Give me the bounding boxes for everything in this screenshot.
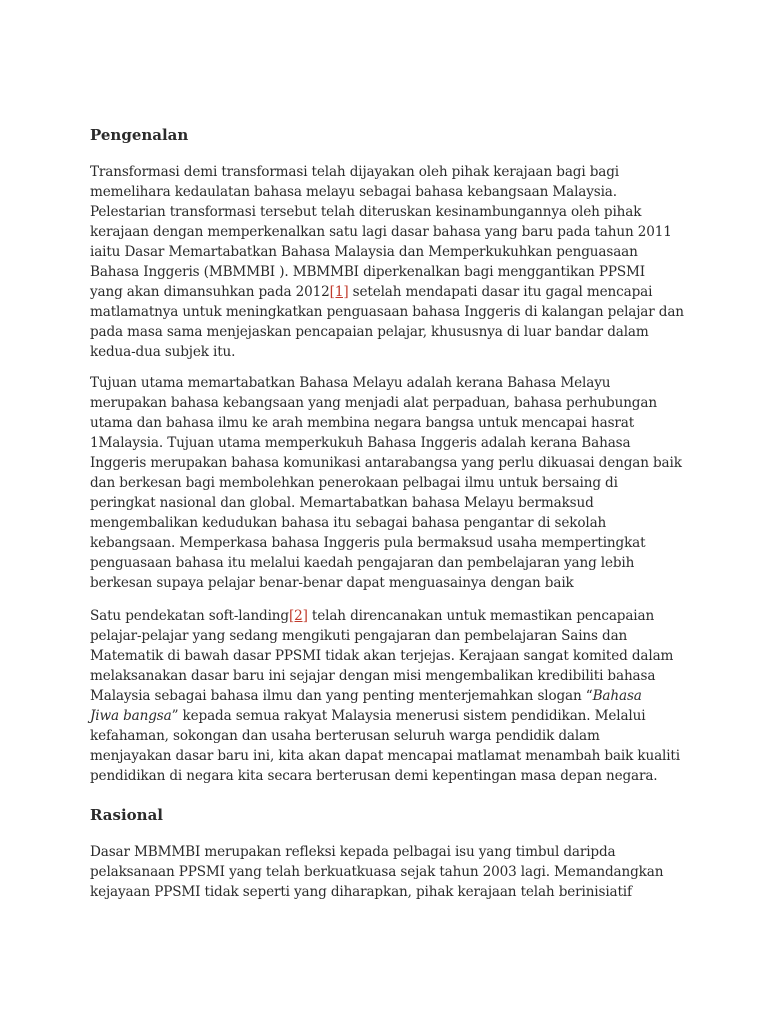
- slogan-italic: Bahasa: [592, 688, 642, 704]
- paragraph-intro-1: [90, 162, 684, 362]
- paragraph-intro-2: [90, 373, 682, 593]
- text-line: pada masa sama menjejaskan pencapaian pelajar, khususnya di luar bandar dalam: [90, 324, 649, 340]
- text-line: kefahaman, sokongan dan usaha berterusan seluruh warga pendidik dalam: [90, 728, 600, 744]
- footnote-link-1[interactable]: [1]: [329, 284, 349, 300]
- paragraph-rasional-1: [90, 842, 663, 902]
- text-segment: setelah mendapati dasar itu gagal mencapai: [348, 284, 653, 300]
- text-line: Transformasi demi transformasi telah dijayakan oleh pihak kerajaan bagi bagi: [90, 164, 619, 180]
- slogan-italic: Jiwa bangsa: [90, 708, 172, 724]
- text-line: pelajar-pelajar yang sedang mengikuti pengajaran dan pembelajaran Sains dan: [90, 628, 628, 644]
- text-line: matlamatnya untuk meningkatkan penguasaan bahasa Inggeris di kalangan pelajar dan: [90, 304, 684, 320]
- text-line: kejayaan PPSMI tidak seperti yang diharapkan, pihak kerajaan telah berinisiatif: [90, 884, 632, 900]
- text-line: utama dan bahasa ilmu ke arah membina negara bangsa untuk mencapai hasrat: [90, 415, 635, 431]
- text-line: Inggeris merupakan bahasa komunikasi antarabangsa yang perlu dikuasai dengan baik: [90, 455, 682, 471]
- text-line: kedua-dua subjek itu.: [90, 344, 236, 360]
- text-line: [90, 686, 680, 706]
- text-line: Pelestarian transformasi tersebut telah diteruskan kesinambungannya oleh pihak: [90, 204, 642, 220]
- text-line: merupakan bahasa kebangsaan yang menjadi alat perpaduan, bahasa perhubungan: [90, 395, 657, 411]
- text-segment: yang akan dimansuhkan pada 2012: [90, 284, 330, 300]
- section-heading-rasional: Rasional: [90, 806, 164, 824]
- text-line: iaitu Dasar Memartabatkan Bahasa Malaysia dan Memperkukuhkan penguasaan: [90, 244, 638, 260]
- text-line: 1Malaysia. Tujuan utama memperkukuh Bahasa Inggeris adalah kerana Bahasa: [90, 435, 631, 451]
- text-line: pendidikan di negara kita secara berterusan demi kepentingan masa depan negara.: [90, 768, 658, 784]
- paragraph-intro-3: [90, 606, 680, 786]
- section-heading-pengenalan: Pengenalan: [90, 126, 189, 144]
- text-line: melaksanakan dasar baru ini sejajar dengan misi mengembalikan kredibiliti bahasa: [90, 668, 656, 684]
- text-line: peringkat nasional dan global. Memartabatkan bahasa Melayu bermaksud: [90, 495, 594, 511]
- text-line: kerajaan dengan memperkenalkan satu lagi dasar bahasa yang baru pada tahun 2011: [90, 224, 672, 240]
- text-line: penguasaan bahasa itu melalui kaedah pengajaran dan pembelajaran yang lebih: [90, 555, 635, 571]
- text-segment: ” kepada semua rakyat Malaysia menerusi sistem pendidikan. Melalui: [171, 708, 646, 724]
- text-line: mengembalikan kedudukan bahasa itu sebagai bahasa pengantar di sekolah: [90, 515, 607, 531]
- text-line: Matematik di bawah dasar PPSMI tidak akan terjejas. Kerajaan sangat komited dalam: [90, 648, 674, 664]
- text-line: pelaksanaan PPSMI yang telah berkuatkuasa sejak tahun 2003 lagi. Memandangkan: [90, 864, 664, 880]
- text-line: dan berkesan bagi membolehkan penerokaan pelbagai ilmu untuk bersaing di: [90, 475, 618, 491]
- text-line: berkesan supaya pelajar benar-benar dapat menguasainya dengan baik: [90, 575, 574, 591]
- text-segment: Malaysia sebagai bahasa ilmu dan yang penting menterjemahkan slogan “: [90, 688, 593, 704]
- text-line: menjayakan dasar baru ini, kita akan dapat mencapai matlamat menambah baik kualiti: [90, 748, 680, 764]
- text-line: Dasar MBMMBI merupakan refleksi kepada pelbagai isu yang timbul daripda: [90, 844, 616, 860]
- text-line: Tujuan utama memartabatkan Bahasa Melayu adalah kerana Bahasa Melayu: [90, 375, 611, 391]
- text-segment: telah direncanakan untuk memastikan pencapaian: [307, 608, 655, 624]
- text-line: [90, 606, 680, 626]
- text-line: memelihara kedaulatan bahasa melayu sebagai bahasa kebangsaan Malaysia.: [90, 184, 617, 200]
- text-line: Bahasa Inggeris (MBMMBI ). MBMMBI diperkenalkan bagi menggantikan PPSMI: [90, 264, 645, 280]
- footnote-link-2[interactable]: [2]: [288, 608, 308, 624]
- text-line: [90, 706, 680, 726]
- text-line: [90, 282, 684, 302]
- text-line: kebangsaan. Memperkasa bahasa Inggeris pula bermaksud usaha mempertingkat: [90, 535, 646, 551]
- text-segment: Satu pendekatan soft-landing: [90, 608, 289, 624]
